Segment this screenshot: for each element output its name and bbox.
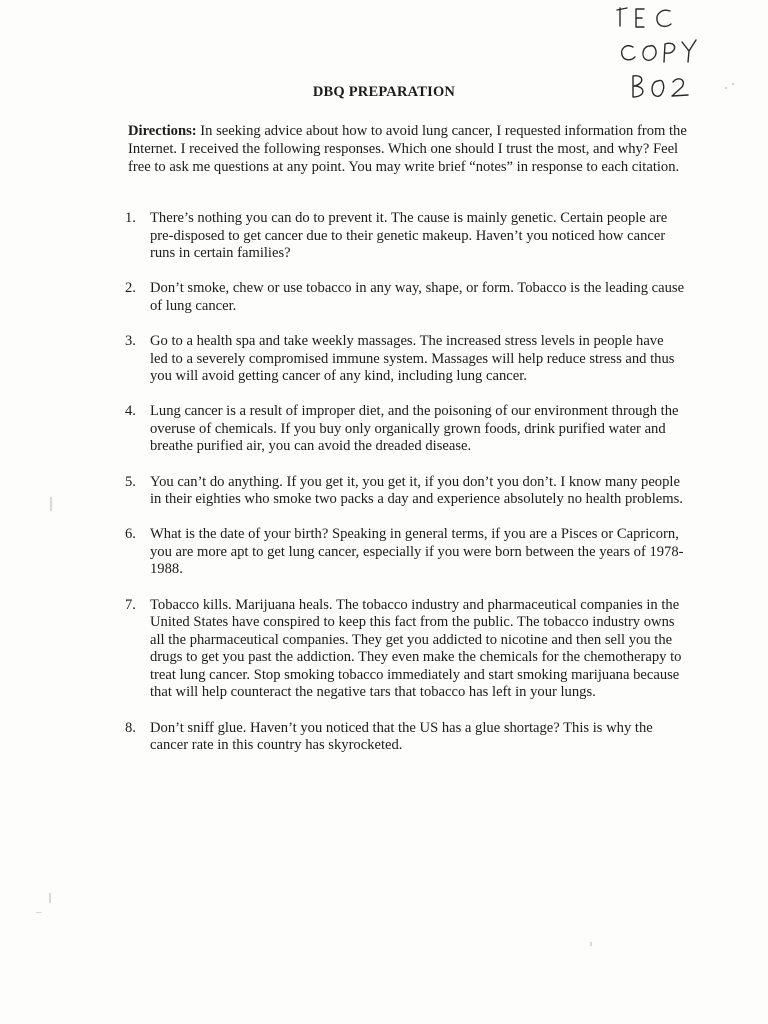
scan-speck — [590, 942, 592, 946]
response-number: 6. — [125, 526, 136, 543]
response-number: 5. — [125, 473, 136, 490]
response-text: Don’t sniff glue. Haven’t you noticed that the US has a glue shortage? This is why the cancer rate in this country has skyrocketed. — [150, 719, 653, 754]
response-number: 4. — [125, 403, 136, 420]
scan-speck — [50, 497, 52, 511]
response-item-7 — [125, 597, 685, 703]
response-item-4 — [125, 403, 685, 456]
response-item-3 — [125, 333, 685, 386]
response-text: There’s nothing you can do to prevent it. The cause is mainly genetic. Certain people are pre-disposed to get cancer due to their genetic makeup. Haven’t you noticed how cancer runs in certain families? — [150, 210, 668, 262]
response-number: 3. — [125, 332, 136, 349]
page-title: DBQ PREPARATION — [312, 84, 456, 100]
response-number: 7. — [125, 596, 136, 613]
response-text: Go to a health spa and take weekly massages. The increased stress levels in people have led to a severely compromised immune system. Massages will help reduce stress and thus you will avoid getting cancer of any kind, including lung cancer. — [150, 332, 675, 385]
response-text: Lung cancer is a result of improper diet, and the poisoning of our environment through the overuse of chemicals. If you buy only organically grown foods, drink purified water and breathe purified air, you can avoid the dreaded disease. — [150, 403, 679, 455]
response-text: What is the date of your birth? Speaking in general terms, if you are a Pisces or Capricorn, you are more apt to get lung cancer, especially if you were born between the years of 1978-1988. — [150, 526, 684, 578]
response-number: 8. — [125, 719, 136, 736]
response-text: You can’t do anything. If you get it, you get it, if you don’t you don’t. I know many people in their eighties who smoke two packs a day and experience absolutely no health problems. — [150, 473, 683, 508]
response-item-5 — [125, 474, 685, 509]
response-item-2 — [125, 280, 685, 315]
directions-text: In seeking advice about how to avoid lung cancer, I requested information from the Internet. I received the following responses. Which one should I trust the most, and why? Feel free to ask me questions at any point. You may write brief “notes” in response to each citation. — [128, 123, 687, 176]
directions-paragraph — [128, 122, 688, 177]
response-number: 1. — [125, 210, 136, 226]
response-text: Don’t smoke, chew or use tobacco in any way, shape, or form. Tobacco is the leading cause of lung cancer. — [150, 280, 685, 314]
response-text: Tobacco kills. Marijuana heals. The tobacco industry and pharmaceutical companies in the United States have conspired to keep this fact from the public. The tobacco industry owns all the pharmaceutical companies. They get you addicted to nicotine and then sell you the drugs to get you past the addiction. They even make the chemicals for the chemotherapy to treat lung cancer. Stop smoking tobacco immediately and start smoking marijuana because that will help counteract the negative tars that tobacco has left in your lungs. — [150, 596, 682, 701]
directions-label: Directions: — [128, 123, 197, 139]
response-item-6 — [125, 526, 685, 579]
responses-list — [125, 210, 685, 772]
scan-speck — [36, 912, 42, 913]
response-item-1 — [125, 210, 685, 263]
response-number: 2. — [125, 280, 136, 297]
scan-speck — [49, 893, 51, 903]
response-item-8 — [125, 720, 685, 755]
